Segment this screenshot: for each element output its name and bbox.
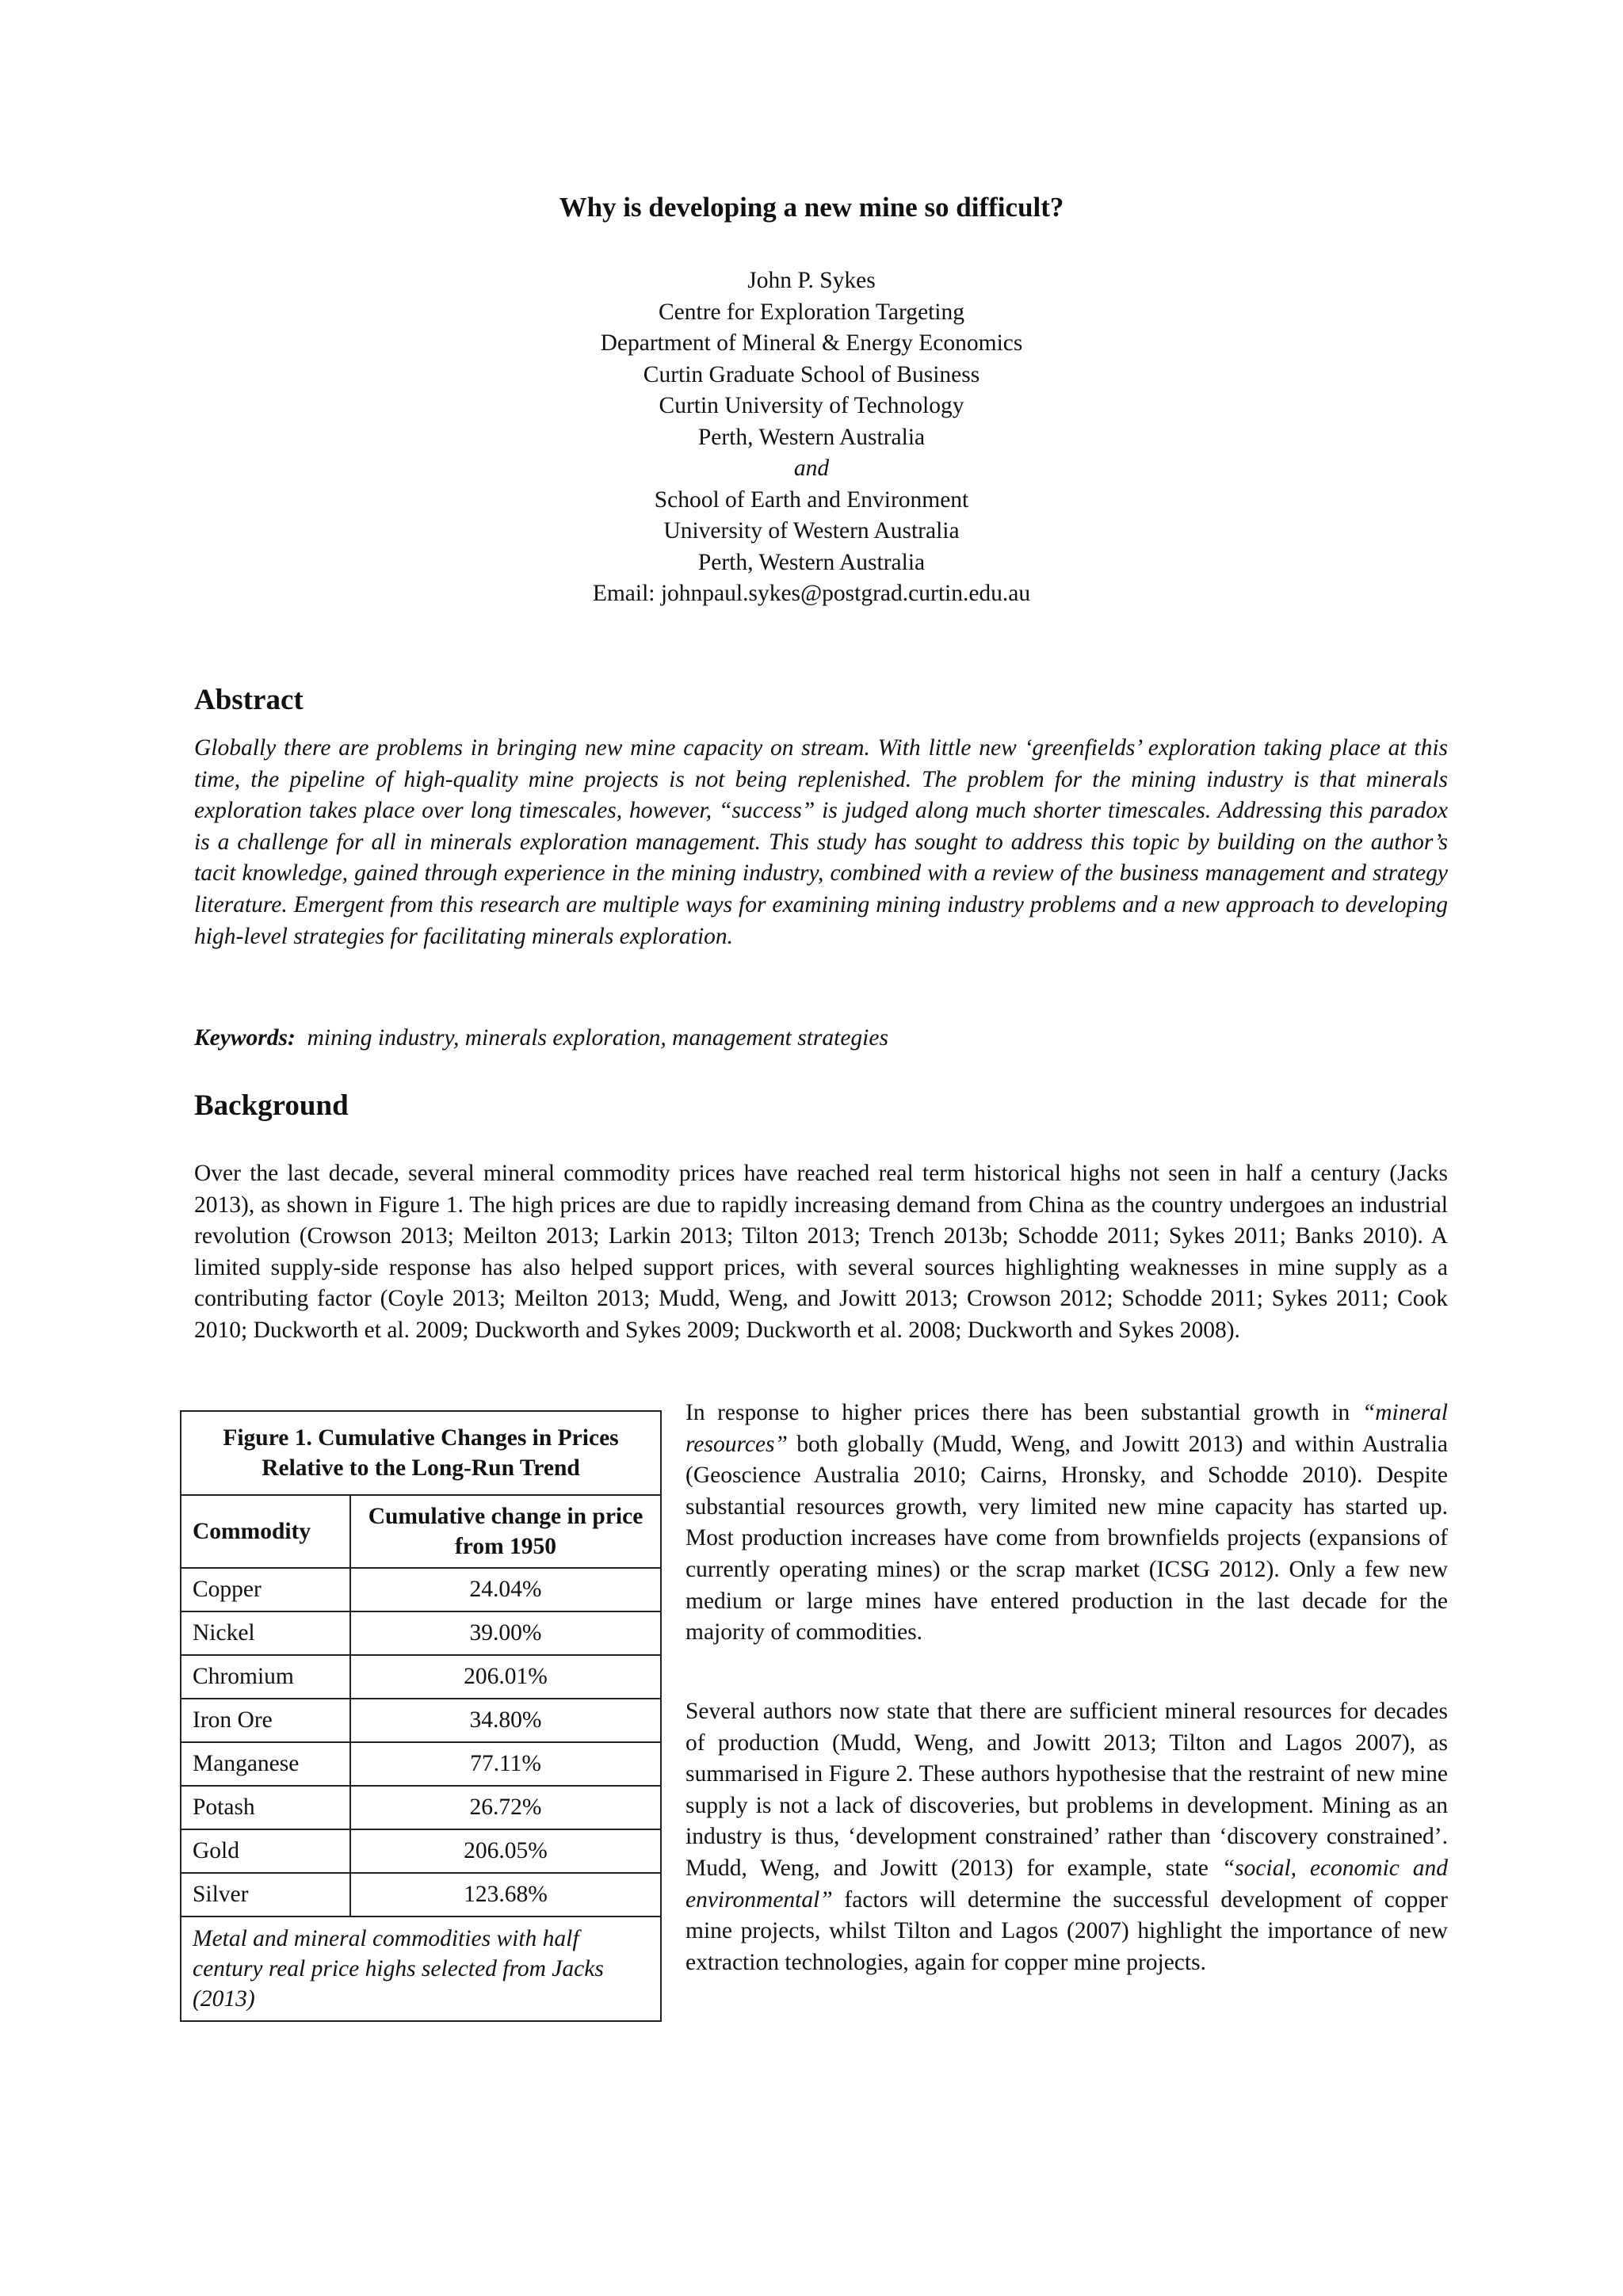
table-row <box>181 1699 661 1742</box>
table-row <box>181 1829 661 1873</box>
p3-text-b: factors will determine the successful development of copper mine projects, whilst Tilton and Lagos (2007) highlight the importance of new extraction technologies, again for copper mine projects. <box>685 1886 1448 1975</box>
figure-1-note: Metal and mineral commodities with half century real price highs selected from Jacks (2013) <box>181 1917 661 2021</box>
author-line: Department of Mineral & Energy Economics <box>600 330 1023 356</box>
commodity-cell: Potash <box>181 1786 350 1829</box>
commodity-cell: Manganese <box>181 1742 350 1786</box>
author-line: John P. Sykes <box>747 268 876 293</box>
author-line: Centre for Exploration Targeting <box>659 299 964 325</box>
figure-1-caption: Figure 1. Cumulative Changes in Prices Relative to the Long-Run Trend <box>181 1411 661 1495</box>
table-row <box>181 1873 661 1917</box>
table-row <box>181 1568 661 1611</box>
p2-text-a: In response to higher prices there has been substantial growth in <box>685 1400 1362 1425</box>
keywords-label: Keywords: <box>194 1025 296 1051</box>
background-paragraph-1: Over the last decade, several mineral commodity prices have reached real term historical highs not seen in half a century (Jacks 2013), as shown in Figure 1. The high prices are due to rapidly increasing demand from China as the country undergoes an industrial revolution (Crowson 2013; Meilton 2013; Larkin 2013; Tilton 2013; Trench 2013b; Schodde 2011; Sykes 2011; Banks 2010). A limited supply-side response has also helped support prices, with several sources highlighting weaknesses in mine supply as a contributing factor (Coyle 2013; Meilton 2013; Mudd, Weng, and Jowitt 2013; Crowson 2012; Schodde 2011; Sykes 2011; Cook 2010; Duckworth et al. 2009; Duckworth and Sykes 2009; Duckworth et al. 2008; Duckworth and Sykes 2008). <box>194 1161 1448 1343</box>
change-cell: 77.11% <box>350 1742 661 1786</box>
commodity-cell: Gold <box>181 1829 350 1873</box>
paper-title: Why is developing a new mine so difficult? <box>559 192 1064 223</box>
background-paragraph-3 <box>685 1696 1448 1978</box>
abstract-heading: Abstract <box>194 684 304 716</box>
author-line: Perth, Western Australia <box>697 549 926 575</box>
table-row <box>181 1786 661 1829</box>
p3-emphasis: “social, economic and environmental” <box>685 1855 1449 1913</box>
commodity-cell: Chromium <box>181 1655 350 1699</box>
change-cell: 206.01% <box>350 1655 661 1699</box>
col-header-commodity: Commodity <box>181 1495 350 1568</box>
p2-text-b: both globally (Mudd, Weng, and Jowitt 2013) and within Australia (Geoscience Australia 2010; Cairns, Hronsky, and Schodde 2010). Despite substantial resources growth, very limited new mine capacity has started up. Most production increases have come from brownfields projects (expansions of currently operating mines) or the scrap market (ICSG 2012). Only a few new medium or large mines have entered production in the last decade for the majority of commodities. <box>685 1431 1448 1646</box>
change-cell: 123.68% <box>350 1873 661 1917</box>
keywords-text: mining industry, minerals exploration, management strategies <box>307 1025 888 1051</box>
author-line: Curtin Graduate School of Business <box>643 361 980 387</box>
author-line: and <box>793 456 830 481</box>
table-row <box>181 1655 661 1699</box>
author-line: Curtin University of Technology <box>659 393 964 418</box>
author-line: University of Western Australia <box>663 518 960 543</box>
p3-text-a: Several authors now state that there are sufficient mineral resources for decades of production (Mudd, Weng, and Jowitt 2013; Tilton and Lagos 2007), as summarised in Figure 2. These authors hypothesise that the restraint of new mine supply is not a lack of discoveries, but problems in development. Mining as an industry is thus, ‘development constrained’ rather than ‘discovery constrained’. Mudd, Weng, and Jowitt (2013) for example, state <box>685 1699 1448 1881</box>
commodity-cell: Copper <box>181 1568 350 1611</box>
commodity-cell: Nickel <box>181 1611 350 1655</box>
abstract-text: Globally there are problems in bringing new mine capacity on stream. With little new ‘greenfields’ exploration taking place at this time, the pipeline of high-quality mine projects is not being replenished. The problem for the mining industry is that minerals exploration takes place over long timescales, however, “success” is judged along much shorter timescales. Addressing this paradox is a challenge for all in minerals exploration management. This study has sought to address this topic by building on the author’s tacit knowledge, gained through experience in the mining industry, combined with a review of the business management and strategy literature. Emergent from this research are multiple ways for examining mining industry problems and a new approach to developing high-level strategies for facilitating minerals exploration. <box>194 735 1448 949</box>
commodity-cell: Iron Ore <box>181 1699 350 1742</box>
figure-1-table <box>180 1410 662 2022</box>
change-cell: 26.72% <box>350 1786 661 1829</box>
author-line: Email: johnpaul.sykes@postgrad.curtin.edu.au <box>592 581 1031 606</box>
author-line: Perth, Western Australia <box>697 424 926 450</box>
change-cell: 206.05% <box>350 1829 661 1873</box>
table-row <box>181 1611 661 1655</box>
background-heading: Background <box>194 1089 349 1122</box>
change-cell: 34.80% <box>350 1699 661 1742</box>
p2-emphasis: “mineral resources” <box>685 1400 1448 1457</box>
background-paragraph-2 <box>685 1398 1448 1649</box>
keywords-line <box>194 1022 888 1054</box>
table-row <box>181 1742 661 1786</box>
col-header-change: Cumulative change in price from 1950 <box>350 1495 661 1568</box>
author-line: School of Earth and Environment <box>654 486 969 513</box>
change-cell: 24.04% <box>350 1568 661 1611</box>
author-affiliation-block <box>0 265 1623 610</box>
change-cell: 39.00% <box>350 1611 661 1655</box>
commodity-cell: Silver <box>181 1873 350 1917</box>
